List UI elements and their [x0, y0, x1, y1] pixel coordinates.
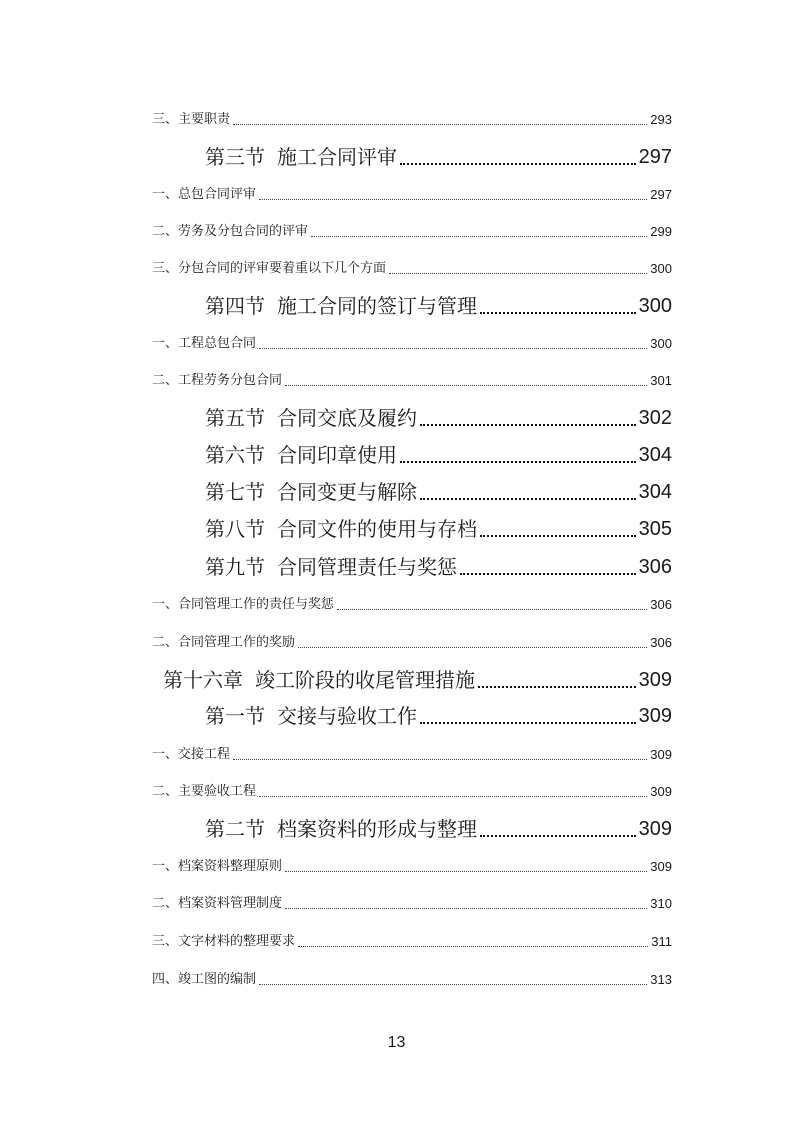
- toc-entry-page: 309: [650, 784, 672, 799]
- toc-entry-title: 二、工程劳务分包合同: [152, 373, 283, 388]
- toc-entry: [152, 971, 672, 989]
- toc-entry-title: 一、档案资料整理原则: [152, 859, 283, 874]
- toc-entry-page: 306: [650, 635, 672, 650]
- toc-section-entry: [205, 292, 672, 320]
- toc-entry: [152, 186, 672, 204]
- toc-entry: [152, 746, 672, 764]
- toc-entry: [152, 596, 672, 614]
- toc-entry-page: 309: [650, 859, 672, 874]
- dot-leader: [298, 647, 647, 648]
- toc-entry-page: 306: [638, 556, 672, 578]
- dot-leader: [400, 163, 636, 165]
- toc-chapter-title: 竣工阶段的收尾管理措施: [255, 668, 475, 692]
- toc-section-number: 第二节: [205, 817, 265, 841]
- toc-entry: [152, 783, 672, 801]
- dot-leader: [233, 759, 647, 760]
- toc-entry: [152, 634, 672, 652]
- dot-leader: [285, 385, 647, 386]
- dot-leader: [311, 236, 647, 237]
- toc-entry-page: 311: [651, 934, 672, 949]
- dot-leader: [478, 686, 636, 688]
- dot-leader: [259, 199, 647, 200]
- toc-section-number: 第八节: [205, 517, 265, 541]
- toc-section-title: 合同文件的使用与存档: [277, 517, 477, 541]
- dot-leader: [233, 124, 647, 125]
- toc-section-entry: [205, 815, 672, 843]
- toc-entry-page: 306: [650, 597, 672, 612]
- toc-entry-title: 二、档案资料管理制度: [152, 896, 283, 911]
- toc-section-title: 施工合同评审: [277, 145, 397, 169]
- toc-section-title: 交接与验收工作: [277, 704, 417, 728]
- toc-entry: [152, 335, 672, 353]
- toc-section-number: 第七节: [205, 480, 265, 504]
- toc-entry: [152, 260, 672, 278]
- dot-leader: [337, 609, 647, 610]
- toc-entry-page: 302: [638, 407, 672, 429]
- toc-entry-title: 二、合同管理工作的奖励: [152, 635, 296, 650]
- dot-leader: [420, 722, 636, 724]
- toc-entry-page: 304: [638, 444, 672, 466]
- toc-section-number: 第六节: [205, 443, 265, 467]
- dot-leader: [259, 984, 647, 985]
- toc-section-title: 合同变更与解除: [277, 480, 417, 504]
- dot-leader: [400, 461, 636, 463]
- toc-section-number: 第四节: [205, 294, 265, 318]
- toc-entry-title: 三、文字材料的整理要求: [152, 934, 296, 949]
- dot-leader: [259, 348, 647, 349]
- toc-section-title: 合同交底及履约: [277, 406, 417, 430]
- dot-leader: [480, 535, 636, 537]
- toc-section-entry: [205, 441, 672, 469]
- dot-leader: [480, 312, 636, 314]
- toc-entry: [152, 895, 672, 913]
- dot-leader: [259, 796, 647, 797]
- toc-entry-page: 301: [650, 373, 672, 388]
- toc-entry-page: 309: [638, 705, 672, 727]
- toc-entry-page: 293: [650, 112, 672, 127]
- toc-section-title: 合同印章使用: [277, 443, 397, 467]
- toc-entry-page: 309: [638, 669, 672, 691]
- toc-section-title: 合同管理责任与奖惩: [277, 555, 457, 579]
- toc-entry-page: 310: [650, 896, 672, 911]
- page-number: 13: [387, 1034, 406, 1051]
- toc-entry-title: 二、主要验收工程: [152, 784, 257, 799]
- dot-leader: [389, 273, 647, 274]
- toc-section-number: 第一节: [205, 704, 265, 728]
- toc-entry-title: 一、工程总包合同: [152, 336, 257, 351]
- dot-leader: [285, 908, 647, 909]
- toc-chapter-number: 第十六章: [163, 668, 243, 692]
- toc-entry-page: 304: [638, 481, 672, 503]
- toc-entry-page: 305: [638, 518, 672, 540]
- toc-entry: [152, 372, 672, 390]
- toc-section-title: 档案资料的形成与整理: [277, 817, 477, 841]
- toc-entry-title: 一、交接工程: [152, 747, 231, 762]
- toc-section-entry: [205, 478, 672, 506]
- toc-entry-title: 三、主要职责: [152, 112, 231, 127]
- dot-leader: [285, 871, 647, 872]
- toc-entry-title: 四、竣工图的编制: [152, 972, 257, 987]
- toc-section-entry: [205, 143, 672, 171]
- toc-entry-page: 297: [638, 146, 672, 168]
- toc-entry-page: 300: [638, 295, 672, 317]
- toc-entry-title: 一、总包合同评审: [152, 187, 257, 202]
- toc-entry-page: 309: [638, 818, 672, 840]
- toc-entry-page: 313: [650, 972, 672, 987]
- toc-entry: [152, 933, 672, 951]
- dot-leader: [298, 946, 648, 947]
- toc-entry-title: 二、劳务及分包合同的评审: [152, 224, 309, 239]
- toc-section-number: 第五节: [205, 406, 265, 430]
- toc-entry: [152, 223, 672, 241]
- dot-leader: [420, 498, 636, 500]
- toc-section-entry: [205, 515, 672, 543]
- toc-entry-page: 297: [650, 187, 672, 202]
- toc-entry-page: 309: [650, 747, 672, 762]
- toc-section-entry: [205, 553, 672, 581]
- toc-entry-page: 300: [650, 336, 672, 351]
- toc-entry: [152, 111, 672, 129]
- toc-entry: [152, 858, 672, 876]
- dot-leader: [480, 835, 636, 837]
- toc-entry-title: 三、分包合同的评审要着重以下几个方面: [152, 261, 387, 276]
- toc-section-number: 第九节: [205, 555, 265, 579]
- toc-entry-title: 一、合同管理工作的责任与奖惩: [152, 597, 335, 612]
- toc-entry-page: 300: [650, 261, 672, 276]
- toc-chapter-entry: [163, 666, 672, 694]
- dot-leader: [460, 573, 636, 575]
- toc-section-title: 施工合同的签订与管理: [277, 294, 477, 318]
- toc-section-entry: [205, 404, 672, 432]
- dot-leader: [420, 424, 636, 426]
- toc-section-entry: [205, 702, 672, 730]
- toc-section-number: 第三节: [205, 145, 265, 169]
- toc-entry-page: 299: [650, 224, 672, 239]
